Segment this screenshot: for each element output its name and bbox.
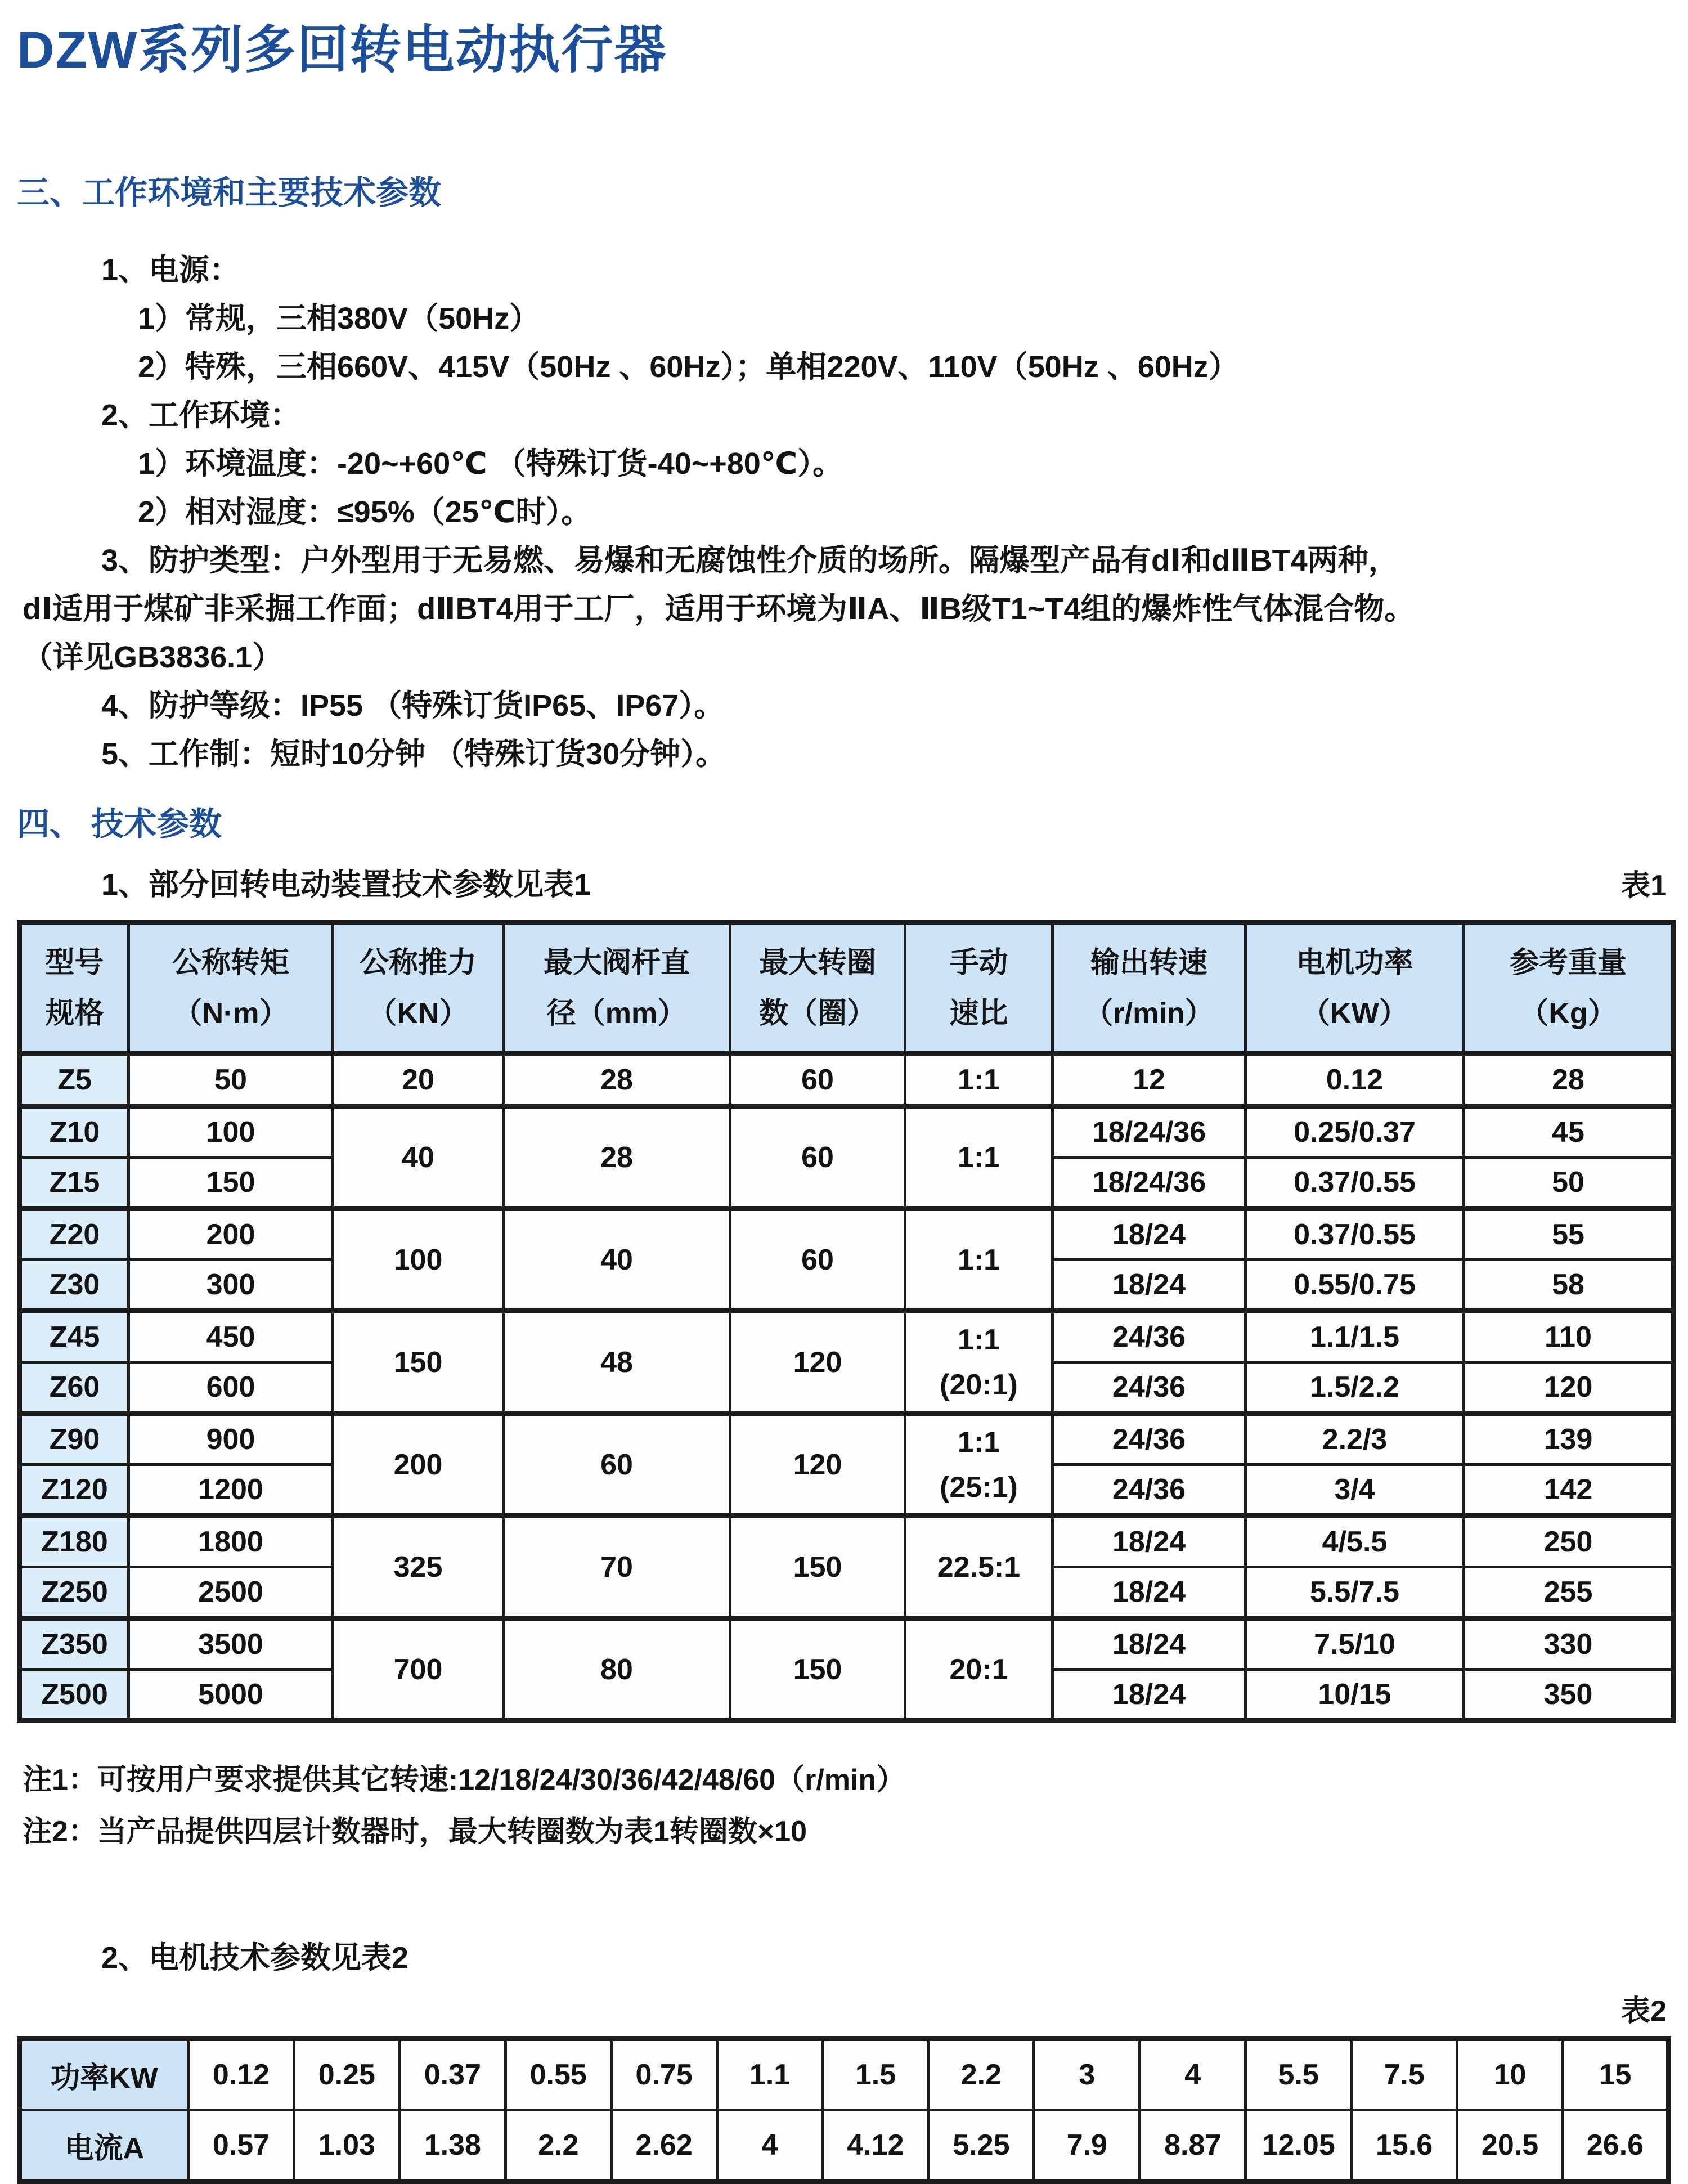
cell-model: Z15 — [20, 1158, 129, 1209]
table-cell: 28 — [504, 1106, 730, 1209]
table-cell: 55 — [1464, 1209, 1674, 1260]
table1-header — [20, 922, 1674, 1054]
table-cell: 18/24 — [1053, 1670, 1246, 1721]
table-cell: 110 — [1464, 1311, 1674, 1362]
table-cell: 45 — [1464, 1106, 1674, 1158]
table-row — [20, 1516, 1674, 1567]
body-line: 5、工作制：短时10分钟 （特殊订货30分钟）。 — [101, 737, 726, 771]
table-cell: 100 — [333, 1209, 504, 1311]
table-header-cell: 手动 速比 — [905, 922, 1053, 1054]
cell-model: Z10 — [20, 1106, 129, 1158]
cell-model: Z350 — [20, 1618, 129, 1670]
body-line: 3、防护类型：户外型用于无易燃、易爆和无腐蚀性介质的场所。隔爆型产品有dⅠ和dⅡBT4两种， — [101, 544, 1399, 577]
table-cell: 2.62 — [611, 2110, 717, 2182]
section3-body — [17, 246, 1671, 778]
table-cell: 1.5 — [823, 2039, 928, 2110]
table-cell: 5.5 — [1246, 2039, 1352, 2110]
table-cell: 2500 — [129, 1567, 333, 1618]
body-line: 1）环境温度：-20~+60℃ （特殊订货-40~+80℃）。 — [138, 447, 843, 481]
table-cell: 139 — [1464, 1414, 1674, 1465]
cell-manual-ratio: 1:1 (20:1) — [905, 1311, 1053, 1414]
table1-body — [20, 1054, 1674, 1721]
table-cell: 18/24 — [1053, 1260, 1246, 1311]
table-cell: 1:1 — [905, 1054, 1053, 1106]
table-cell: 350 — [1464, 1670, 1674, 1721]
table-cell: 450 — [129, 1311, 333, 1362]
table-cell: 1200 — [129, 1465, 333, 1516]
table-cell: 5.25 — [928, 2110, 1034, 2182]
table-cell: 1800 — [129, 1516, 333, 1567]
table2-body — [20, 2039, 1669, 2182]
table1-caption-row — [17, 860, 1671, 904]
page-title: DZW系列多回转电动执行器 — [17, 21, 667, 79]
cell-model: Z180 — [20, 1516, 129, 1567]
table-cell: 3/4 — [1246, 1465, 1464, 1516]
table-cell: 150 — [730, 1618, 905, 1721]
table-cell: 20 — [333, 1054, 504, 1106]
section3-heading: 三、工作环境和主要技术参数 — [17, 174, 442, 211]
table-cell: 48 — [504, 1311, 730, 1414]
table-cell: 5000 — [129, 1670, 333, 1721]
table-cell: 0.37/0.55 — [1246, 1209, 1464, 1260]
table-cell: 18/24 — [1053, 1567, 1246, 1618]
table-cell: 150 — [333, 1311, 504, 1414]
body-line: 1）常规，三相380V（50Hz） — [138, 302, 540, 335]
cell-model: Z500 — [20, 1670, 129, 1721]
body-line: 1、电源： — [101, 253, 240, 287]
table-header-cell: 输出转速 （r/min） — [1053, 922, 1246, 1054]
table-row — [20, 1618, 1674, 1670]
table-cell: 15 — [1563, 2039, 1668, 2110]
table-row — [20, 922, 1674, 1054]
table-cell: 330 — [1464, 1618, 1674, 1670]
table-cell: 0.12 — [1246, 1054, 1464, 1106]
table-cell: 600 — [129, 1362, 333, 1414]
table-cell: 80 — [504, 1618, 730, 1721]
table-header-cell: 最大阀杆直 径（mm） — [504, 922, 730, 1054]
table-cell: 1.5/2.2 — [1246, 1362, 1464, 1414]
cell-model: Z20 — [20, 1209, 129, 1260]
cell-model: Z45 — [20, 1311, 129, 1362]
body-line: 2）相对湿度：≤95%（25℃时）。 — [138, 495, 592, 529]
table-header-cell: 型号 规格 — [20, 922, 129, 1054]
table1-notes — [17, 1754, 1671, 1858]
table-cell: 15.6 — [1352, 2110, 1457, 2182]
cell-model: Z5 — [20, 1054, 129, 1106]
table-header-cell: 公称转矩 （N·m） — [129, 922, 333, 1054]
table-cell: 60 — [730, 1209, 905, 1311]
table-cell: 26.6 — [1563, 2110, 1668, 2182]
table-cell: 1.1/1.5 — [1246, 1311, 1464, 1362]
table-cell: 3 — [1034, 2039, 1140, 2110]
table-cell: 12.05 — [1246, 2110, 1352, 2182]
table-cell: 150 — [129, 1158, 333, 1209]
table-cell: 40 — [333, 1106, 504, 1209]
table-cell: 8.87 — [1140, 2110, 1246, 2182]
table-cell: 28 — [1464, 1054, 1674, 1106]
body-line: dⅠ适用于煤矿非采掘工作面；dⅡBT4用于工厂，适用于环境为ⅡA、ⅡB级T1~T4组的爆炸性气体混合物。 — [23, 592, 1415, 626]
table-cell: 1.1 — [717, 2039, 823, 2110]
cell-model: Z120 — [20, 1465, 129, 1516]
table-cell: 100 — [129, 1106, 333, 1158]
table-cell: 10/15 — [1246, 1670, 1464, 1721]
table-cell: 0.57 — [188, 2110, 294, 2182]
table-cell: 255 — [1464, 1567, 1674, 1618]
table-cell: 18/24 — [1053, 1209, 1246, 1260]
table-cell: 2.2/3 — [1246, 1414, 1464, 1465]
table-cell: 120 — [730, 1414, 905, 1516]
table-cell: 0.12 — [188, 2039, 294, 2110]
table-row — [20, 2110, 1669, 2182]
table-cell: 0.25 — [294, 2039, 399, 2110]
table-cell: 1:1 — [905, 1106, 1053, 1209]
table-cell: 0.37 — [399, 2039, 505, 2110]
table1-tag: 表1 — [1621, 869, 1667, 902]
table-cell: 200 — [129, 1209, 333, 1260]
table-cell: 18/24 — [1053, 1516, 1246, 1567]
table-cell: 200 — [333, 1414, 504, 1516]
cell-model: Z250 — [20, 1567, 129, 1618]
table-cell: 70 — [504, 1516, 730, 1618]
table-cell: 325 — [333, 1516, 504, 1618]
table-cell: 10 — [1457, 2039, 1563, 2110]
table-cell: 60 — [504, 1414, 730, 1516]
cell-model: Z90 — [20, 1414, 129, 1465]
table1-technical-parameters — [17, 920, 1676, 1723]
table-cell: 24/36 — [1053, 1311, 1246, 1362]
body-line: 2）特殊，三相660V、415V（50Hz 、60Hz）；单相220V、110V（50Hz 、60Hz） — [138, 350, 1239, 384]
table-cell: 2.2 — [505, 2110, 611, 2182]
body-line: 4、防护等级：IP55 （特殊订货IP65、IP67）。 — [101, 689, 725, 723]
table-cell: 58 — [1464, 1260, 1674, 1311]
table-cell: 12 — [1053, 1054, 1246, 1106]
table-cell: 2.2 — [928, 2039, 1034, 2110]
table-cell: 142 — [1464, 1465, 1674, 1516]
table-row — [20, 1209, 1674, 1260]
table-cell: 4 — [717, 2110, 823, 2182]
table-header-cell: 电机功率 （KW） — [1246, 922, 1464, 1054]
table-cell: 900 — [129, 1414, 333, 1465]
table-cell: 250 — [1464, 1516, 1674, 1567]
body-line: 2、工作环境： — [101, 398, 301, 432]
table-row — [20, 2039, 1669, 2110]
table-cell: 7.9 — [1034, 2110, 1140, 2182]
cell-current-label: 电流A — [20, 2110, 188, 2182]
table-cell: 60 — [730, 1106, 905, 1209]
table-cell: 1:1 — [905, 1209, 1053, 1311]
table-cell: 300 — [129, 1260, 333, 1311]
note-line: 注1：可按用户要求提供其它转速:12/18/24/30/36/42/48/60（r/min） — [23, 1764, 906, 1796]
table-cell: 28 — [504, 1054, 730, 1106]
table-header-cell: 最大转圈 数（圈） — [730, 922, 905, 1054]
table-cell: 1.03 — [294, 2110, 399, 2182]
table-cell: 5.5/7.5 — [1246, 1567, 1464, 1618]
table-cell: 1.38 — [399, 2110, 505, 2182]
table-cell: 60 — [730, 1054, 905, 1106]
table-row — [20, 1414, 1674, 1465]
table-cell: 7.5 — [1352, 2039, 1457, 2110]
table2-caption: 2、电机技术参数见表2 — [101, 1941, 409, 1975]
cell-manual-ratio: 22.5:1 — [905, 1516, 1053, 1618]
table-row — [20, 1054, 1674, 1106]
table-cell: 4/5.5 — [1246, 1516, 1464, 1567]
note-line: 注2：当产品提供四层计数器时，最大转圈数为表1转圈数×10 — [23, 1815, 807, 1848]
table-cell: 0.75 — [611, 2039, 717, 2110]
table-cell: 0.25/0.37 — [1246, 1106, 1464, 1158]
table-cell: 120 — [730, 1311, 905, 1414]
table-cell: 7.5/10 — [1246, 1618, 1464, 1670]
table-cell: 4 — [1140, 2039, 1246, 2110]
section4-heading: 四、 技术参数 — [17, 806, 222, 842]
table-cell: 0.37/0.55 — [1246, 1158, 1464, 1209]
table1-caption: 1、部分回转电动装置技术参数见表1 — [101, 868, 591, 902]
table-cell: 50 — [1464, 1158, 1674, 1209]
table2-motor-parameters — [17, 2036, 1671, 2184]
table-cell: 18/24/36 — [1053, 1158, 1246, 1209]
table-cell: 150 — [730, 1516, 905, 1618]
table-header-cell: 参考重量 （Kg） — [1464, 922, 1674, 1054]
cell-manual-ratio: 1:1 (25:1) — [905, 1414, 1053, 1516]
table-cell: 20.5 — [1457, 2110, 1563, 2182]
table-cell: 0.55 — [505, 2039, 611, 2110]
cell-model: Z30 — [20, 1260, 129, 1311]
table-header-cell: 公称推力 （KN） — [333, 922, 504, 1054]
table2-tag: 表2 — [1621, 1995, 1667, 2028]
table-cell: 24/36 — [1053, 1414, 1246, 1465]
cell-power-label: 功率KW — [20, 2039, 188, 2110]
body-line: （详见GB3836.1） — [23, 640, 283, 674]
table-cell: 18/24/36 — [1053, 1106, 1246, 1158]
table-cell: 18/24 — [1053, 1618, 1246, 1670]
table-cell: 0.55/0.75 — [1246, 1260, 1464, 1311]
cell-manual-ratio: 20:1 — [905, 1618, 1053, 1721]
table-cell: 4.12 — [823, 2110, 928, 2182]
table-cell: 40 — [504, 1209, 730, 1311]
table-cell: 120 — [1464, 1362, 1674, 1414]
table-cell: 50 — [129, 1054, 333, 1106]
table-cell: 24/36 — [1053, 1465, 1246, 1516]
table-cell: 700 — [333, 1618, 504, 1721]
cell-model: Z60 — [20, 1362, 129, 1414]
table-row — [20, 1311, 1674, 1362]
table-row — [20, 1106, 1674, 1158]
table-cell: 24/36 — [1053, 1362, 1246, 1414]
table2-tag-row — [17, 1987, 1671, 2029]
table-cell: 3500 — [129, 1618, 333, 1670]
